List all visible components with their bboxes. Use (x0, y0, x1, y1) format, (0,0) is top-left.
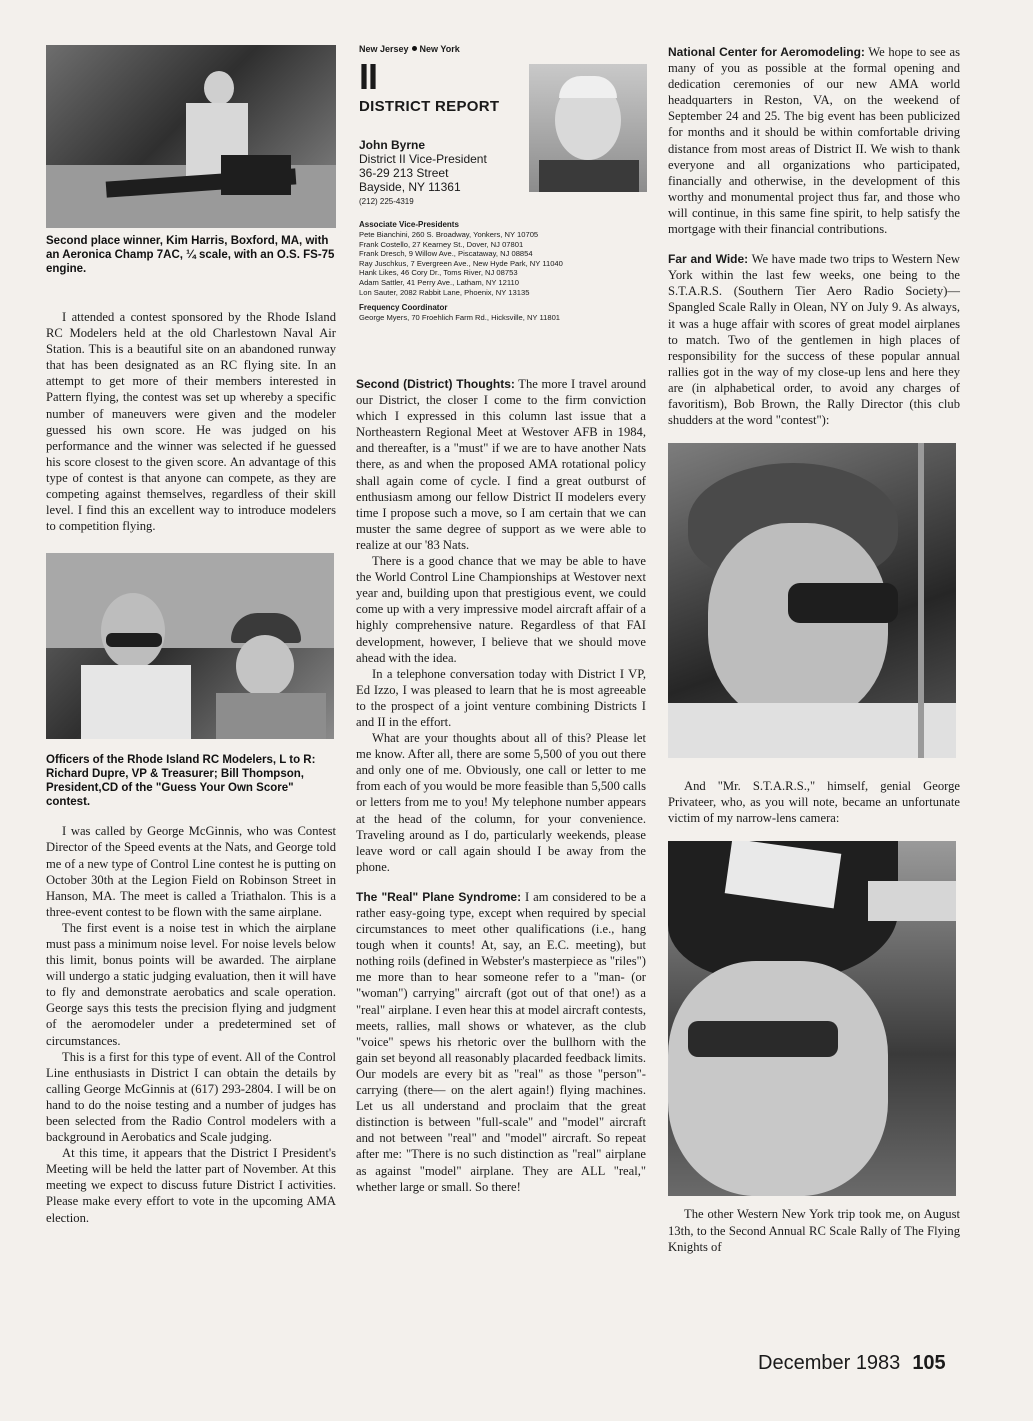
district-number: II (359, 56, 378, 97)
photo-george-privateer (668, 841, 956, 1196)
column-2 (356, 40, 646, 1195)
state-new-jersey: New Jersey (359, 44, 409, 54)
col1-paragraph-2: I was called by George McGinnis, who was Contest Director of the Speed events at the Nats, and George told me of a new type of Control Line contest he is putting on October 30th at the Legion Field on Robinson Street in Hanson, MA. The meet is called a Triathalon. This is a three-event contest to be flown with the same airplane. (46, 824, 336, 919)
col1-paragraph-3: The first event is a noise test in which the airplane must pass a minimum noise level. For noise levels below this limit, bonus points will be awarded. The airplane will undergo a static judging evaluation, then it will have to fly and demonstrate aerobatics and scale operation. George says this tests the precision flying and judgment of the aeromodeler under a predetermined set of circumstances. (46, 920, 336, 1048)
col2-heading-2: The "Real" Plane Syndrome: (356, 889, 522, 904)
col3-paragraph-2 (668, 251, 960, 428)
page-number: 105 (912, 1352, 946, 1374)
vp-address1: 36-29 213 Street (359, 166, 449, 180)
column-1 (46, 40, 336, 1226)
photo1-caption: Second place winner, Kim Harris, Boxford, MA, with an Aeronica Champ 7AC, ¼ scale, with an O.S. FS-75 engine. (46, 235, 335, 275)
associate-line: Hank Likes, 46 Cory Dr., Toms River, NJ 08753 (359, 268, 518, 278)
vp-address2: Bayside, NY 11361 (359, 180, 461, 194)
vp-role: District II Vice-President (359, 152, 487, 166)
col2-paragraph-3: In a telephone conversation today with District I VP, Ed Izzo, I was pleased to learn that he is most agreeable to the prospect of a joint venture combining Districts I and II in the effort. (356, 666, 646, 729)
col2-paragraph-1-text: The more I travel around our District, the closer I come to the firm conviction which I expressed in this column last issue that a Northeastern Regional Meet at Westover AFB in 1984, and thereafter, is a "must" if we are to have another Nats there, as and when the proposed AMA rotational policy shall again come of cycle. I find a great outburst of enthusiasm among our fellow District II modelers every time I propose such a move, so I am certain that we can muster the same degree of support as we were able to realize at our '83 Nats. (356, 377, 646, 552)
col3-paragraph-1 (668, 44, 960, 237)
associate-vps-heading: Associate Vice-Presidents (359, 220, 459, 229)
vp-name: John Byrne (359, 138, 426, 152)
photo-kim-harris-plane (46, 45, 336, 228)
associate-line: Frank Dresch, 9 Willow Ave., Piscataway, NJ 08854 (359, 249, 533, 259)
col1-paragraph-4: This is a first for this type of event. All of the Control Line enthusiasts in District I can obtain the details by calling George McGinnis at (617) 293-2804. I will be on hand to do the noise testing and a number of judges has been selected from the Radio Control modelers with a background in Aerobatics and Scale judging. (46, 1049, 336, 1145)
vp-phone: (212) 225-4319 (359, 197, 414, 206)
col3-heading-2: Far and Wide: (668, 252, 749, 267)
district-header-block (356, 40, 646, 370)
associate-line: Pete Bianchini, 260 S. Broadway, Yonkers, NY 10705 (359, 230, 539, 239)
district-report-title: DISTRICT REPORT (359, 98, 500, 115)
column-3 (668, 40, 960, 1255)
photo2-caption: Officers of the Rhode Island RC Modelers, L to R: Richard Dupre, VP & Treasurer; Bill Thompson, President,CD of the "Guess Your Own Score" contest. (46, 754, 316, 809)
col2-paragraph-1 (356, 376, 646, 553)
district-states (359, 44, 460, 55)
associate-line: Adam Sattler, 41 Perry Ave., Latham, NY 12110 (359, 277, 519, 287)
associate-line: Frank Costello, 27 Kearney St., Dover, NJ 07801 (359, 239, 524, 249)
associate-line: Lon Sauter, 2082 Rabbit Lane, Phoenix, NY 13135 (359, 287, 530, 297)
col2-paragraph-5-text: I am considered to be a rather easy-going type, except when required by special circumstances to meet other qualifications (i.e., hang tough when it counts! At, say, an E.C. meeting), but nothing roils (defined in Webster's masterpiece as "riles") me more than to hear someone refer to a "man- (or "woman") carrying" aircraft (got out of that one!) as a "real" airplane. I even hear this at model aircraft contests, meets, rallies, mall shows or whatever, as the club "voice" spews his rhetoric over the bullhorn with the gain set beyond all reasonably placarded feedback limits. Our models are every bit as "real" as those "person"-carrying (there— on the alert again!) flying machines. Let us all understand and proclaim that the great distinction is between "full-scale" and "model" aircraft and not between "real" and "model" aircraft. So repeat after me: "There is no such distinction as "real" airplane as against "model" airplane. They are ALL "real," whether large or small. So there! (356, 889, 646, 1194)
photo-john-byrne-portrait (529, 64, 647, 192)
associate-line: Ray Juschkus, 7 Evergreen Ave., New Hyde Park, NY 11040 (359, 258, 563, 268)
col2-paragraph-5 (356, 889, 646, 1195)
photo-rhode-island-officers (46, 553, 334, 739)
col3-paragraph-4: The other Western New York trip took me, on August 13th, to the Second Annual RC Scale Rally of The Flying Knights of (668, 1207, 960, 1254)
page-footer (758, 1352, 946, 1375)
frequency-coordinator-heading: Frequency Coordinator (359, 303, 448, 313)
vp-contact (359, 138, 487, 207)
bullet-dot (412, 46, 417, 51)
col3-heading-1: National Center for Aeromodeling: (668, 45, 865, 59)
col3-paragraph-1-text: We hope to see as many of you as possible at the formal opening and dedication ceremonies of our new AMA world headquarters in Reston, VA, on the weekend of September 24 and 25. The big event has been publicized for months and it should be within comfortable driving distance from most areas of District II. We wish to thank everyone and all organizations who participated, financially and otherwise, in the development of this worthy and monumental project thus far, and those who will continue, in this same fine spirit, to help satisfy the mortgage with their financial contributions. (668, 45, 960, 237)
col2-paragraph-2: There is a good chance that we may be able to have the World Control Line Championships at Westover next year and, building upon that prestigious event, we could come up with a very impressive model aircraft affair of a highly comprehensive nature. Regardless of that FAI development, however, I believe that we should move ahead with the idea. (356, 554, 646, 665)
state-new-york: New York (419, 44, 460, 54)
col3-paragraph-3: And "Mr. S.T.A.R.S.," himself, genial George Privateer, who, as you will note, became an unfortunate victim of my narrow-lens camera: (668, 779, 960, 826)
col2-paragraph-4: What are your thoughts about all of this? Please let me know. After all, there are some 5,500 of you out there and only one of me. Obviously, one call or letter to me from each of you would be more feasible than 5,500 calls or letters from me to you! My telephone number appears at the head of the column, for your convenience. Traveling around as I do, particularly weekends, please leave word or call again should I be away from the phone. (356, 731, 646, 874)
col2-heading-1: Second (District) Thoughts: (356, 377, 515, 391)
col1-paragraph-5: At this time, it appears that the District I President's Meeting will be held the latter part of November. At this meeting we expect to discuss future District I activities. Please make every effort to vote in the upcoming AMA election. (46, 1146, 336, 1225)
associate-vps (359, 217, 563, 323)
col3-paragraph-2-text: We have made two trips to Western New York within the last few weeks, one being to the S.T.A.R.S. (Southern Tier Aero Radio Society)—Spangled Scale Rally in Olean, NY on July 9. As always, it was a huge affair with scores of great model airplanes to match. Two of the gentlemen in high places of responsibility for the success of these popular annual rallies got in the way of my close-up lens and here they are (in alphabetical order, to avoid any charges of favoritism), Bob Brown, the Rally Director (this club shudders at the word "contest"): (668, 252, 960, 428)
photo-bob-brown (668, 443, 956, 758)
issue-date: December 1983 (758, 1352, 901, 1374)
frequency-coordinator-line: George Myers, 70 Froehlich Farm Rd., Hicksville, NY 11801 (359, 313, 561, 323)
col1-paragraph-1: I attended a contest sponsored by the Rhode Island RC Modelers held at the old Charlestown Naval Air Station. This is a beautiful site on an abandoned runway that has been designated as an RC flying site. In an attempt to get more of their members interested in Pattern flying, the contest was set up whereby a specific number of maneuvers were given and the modeler guessed his own score. He was judged on his performance and the winner was selected if he guessed his score closest to the given score. An advantage of this type of contest is that anyone can compete, as they are competing against themselves, regardless of their skill level. I find this an excellent way to introduce modelers to competition flying. (46, 310, 336, 534)
